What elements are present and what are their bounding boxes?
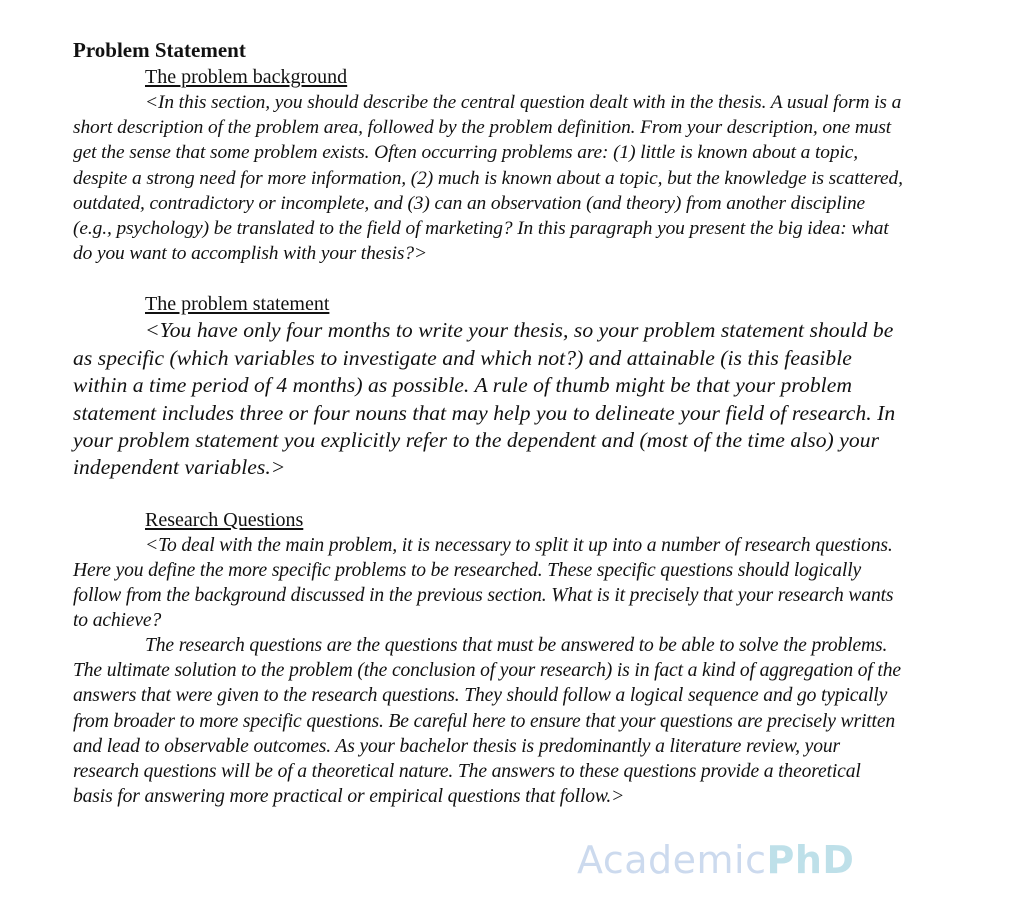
document-page [73,37,903,809]
research-questions-text-2: The research questions are the questions that must be answered to be able to solve the problems. The ultimate solution to the problem (the conclusion of your research) is in fact a kind of aggregation of the answers that were given to the research questions. They should follow a logical sequence and go typically from broader to more specific questions. Be careful here to ensure that your questions are precisely written and lead to observable outcomes. As your bachelor thesis is predominantly a literature review, your research questions will be of a theoretical nature. The answers to these questions provide a theoretical basis for answering more practical or empirical questions that follow.> [73,635,901,807]
section-spacer [73,266,903,291]
section-heading-problem-background: The problem background [145,66,348,88]
problem-background-text: <In this section, you should describe the central question dealt with in the thesis. A usual form is a short description of the problem area, followed by the problem definition. From your description, one must get the sense that some problem exists. Often occurring problems are: (1) little is known about a topic, despite a strong need for more information, (2) much is known about a topic, but the knowledge is scattered, outdated, contradictory or incomplete, and (3) can an observation (and theory) from another discipline (e.g., psychology) be translated to the field of marketing? In this paragraph you present the big idea: what do you want to accomplish with your thesis?> [73,92,903,265]
section-heading-research-questions: Research Questions [145,508,304,531]
watermark-text-light: Academic [577,838,767,882]
research-questions-text-1: <To deal with the main problem, it is necessary to split it up into a number of research questions. Here you define the more specific problems to be researched. These specific questions should logically follow from the background discussed in the previous section. What is it precisely that your research wants to achieve? [73,534,894,632]
section-heading-problem-statement: The problem statement [145,293,330,316]
academicphd-watermark [577,838,854,882]
watermark-text-bold: PhD [766,838,855,882]
research-questions-paragraph-1 [73,533,903,633]
section-spacer [73,482,903,507]
problem-statement-text: <You have only four months to write your thesis, so your problem statement should be as specific (which variables to investigate and which not?) and attainable (is this feasible within a time period of 4 months) as possible. A rule of thumb might be that your problem statement includes three or four nouns that may help you to delineate your field of research. In your problem statement you explicitly refer to the dependent and (most of the time also) your independent variables.> [73,318,896,480]
problem-background-paragraph [73,90,903,266]
problem-statement-paragraph [73,317,903,481]
document-title: Problem Statement [73,38,246,62]
research-questions-paragraph-2 [73,633,903,809]
